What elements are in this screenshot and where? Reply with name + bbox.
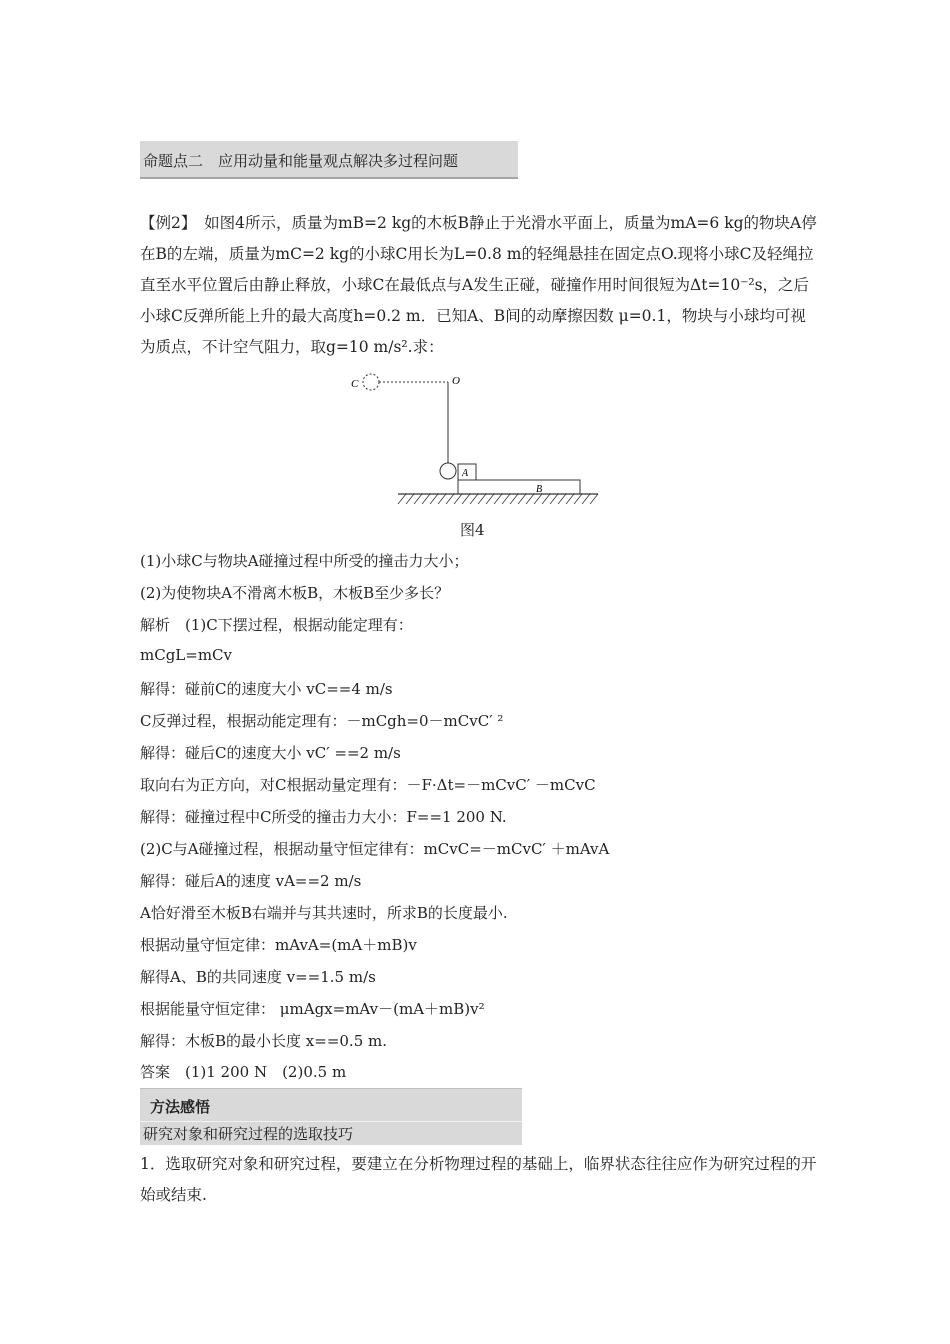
method-subtitle: 研究对象和研究过程的选取技巧: [143, 1125, 354, 1143]
label-c: C: [351, 378, 359, 390]
solution-line-5: 解得：碰后C的速度大小 vC′ ==2 m/s: [140, 744, 401, 762]
solution-line-9: 解得：碰后A的速度 vA==2 m/s: [140, 872, 362, 890]
solution-line-8: (2)C与A碰撞过程，根据动量守恒定律有：mCvC=－mCvC′ ＋mAvA: [140, 840, 610, 858]
label-b: B: [536, 484, 543, 495]
question-1: (1)小球C与物块A碰撞过程中所受的撞击力大小；: [140, 552, 469, 570]
solution-line-11: 根据动量守恒定律：mAvA=(mA＋mB)v: [140, 936, 417, 954]
solution-line-6: 取向右为正方向，对C根据动量定理有：－F·Δt=－mCvC′ －mCvC: [140, 776, 596, 794]
problem-text: 【例2】 如图4所示，质量为mB=2 kg的木板B静止于光滑水平面上，质量为mA=6 kg的物块A停在B的左端，质量为mC=2 kg的小球C用长为L=0.8 m的轻绳悬挂在固定点O.现将小球C及轻绳拉直至水平位置后由静止释放，小球C在最低点与A发生正碰，碰撞作用时间很短为Δt=10⁻²s，之后小球C反弹所能上升的最大高度h=0.2 m．已知A、B间的动摩擦因数 μ=0.1，物块与小球均可视为质点，不计空气阻力，取g=10 m/s².求：: [140, 214, 817, 356]
solution-line-1: 解析 (1)C下摆过程，根据动能定理有：: [140, 616, 413, 634]
method-divider: [140, 1121, 522, 1122]
method-title: 方法感悟: [150, 1098, 211, 1116]
figure-4-diagram: [340, 368, 610, 518]
solution-line-12: 解得A、B的共同速度 v==1.5 m/s: [140, 968, 376, 986]
method-box: [140, 1088, 522, 1145]
ball-c-bottom: [440, 463, 456, 479]
solution-line-3: 解得：碰前C的速度大小 vC==4 m/s: [140, 680, 393, 698]
solution-line-10: A恰好滑至木板B右端并与其共速时，所求B的长度最小.: [140, 904, 508, 922]
answer-line: 答案 (1)1 200 N (2)0.5 m: [140, 1063, 347, 1081]
label-o: O: [452, 375, 460, 387]
board-b: [458, 480, 580, 494]
solution-line-14: 解得：木板B的最小长度 x==0.5 m.: [140, 1032, 388, 1050]
method-text: 1．选取研究对象和研究过程，要建立在分析物理过程的基础上，临界状态往往应作为研究过程的开始或结束.: [140, 1155, 817, 1204]
ground-hatching: [398, 494, 598, 504]
solution-line-2: mCgL=mCv: [140, 646, 233, 664]
ball-c-start: [363, 374, 379, 390]
label-a: A: [462, 468, 469, 479]
section-title: 命题点二 应用动量和能量观点解决多过程问题: [143, 152, 459, 170]
solution-line-4: C反弹过程，根据动能定理有：－mCgh=0－mCvC′ ²: [140, 712, 504, 730]
question-2: (2)为使物块A不滑离木板B，木板B至少多长？: [140, 584, 450, 602]
solution-line-7: 解得：碰撞过程中C所受的撞击力大小：F==1 200 N.: [140, 808, 507, 826]
section-header: [140, 141, 518, 179]
solution-line-13: 根据能量守恒定律： μmAgx=mAv－(mA＋mB)v²: [140, 1000, 485, 1018]
figure-caption: 图4: [460, 521, 485, 539]
